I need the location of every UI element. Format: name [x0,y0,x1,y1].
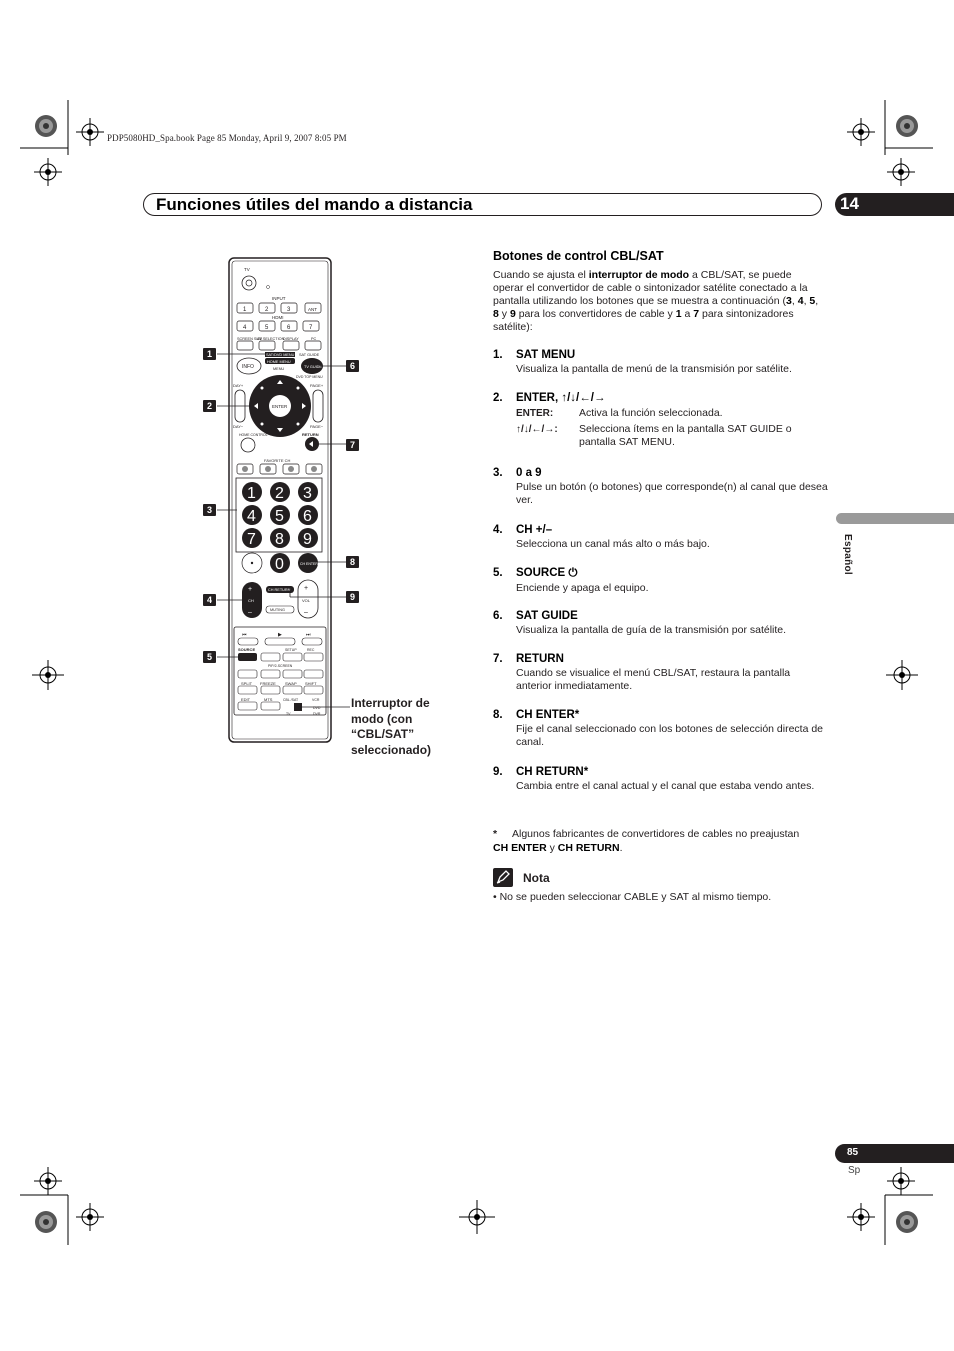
callout-7: 7 [346,439,359,451]
sat-guide-label: SAT GUIDE [299,353,320,357]
day-plus-label: DAY+ [233,383,244,388]
favorite-button-dot [242,466,248,472]
day-minus-label: DAY− [233,424,244,429]
input-button-label: 1 [243,307,247,313]
favorite-ch-label: FAVORITE CH [264,458,291,463]
remote-control-illustration [0,0,460,760]
list-item: 9. CH RETURN* Cambia entre el canal actual y el canal que estaba vendo antes. [493,766,815,792]
page-minus-label: PAGE− [310,424,324,429]
number-button-label: 0 [275,556,284,573]
intro-paragraph: Cuando se ajusta el interruptor de modo a CBL/SAT, se puede operar el convertidor de cable o sintonizador satélite conectado a la pantalla utilizando los botones que se muestra a continuación (3, 4, 5, 8 y 9 para los convertidores de cable y 1 a 7 para sintonizadores satélite): [493,269,819,333]
list-item: 2. ENTER, ↑/↓/←/→ ENTER: Activa la función seleccionada. ↑/↓/←/→: Selecciona ítems en la pantalla SAT GUIDE o pantalla SAT MENU. [493,392,792,448]
note-label: Nota [523,871,550,885]
shift-label: SHIFT [305,681,317,686]
dvd-top-menu-label: DVD TOP MENU [296,375,323,379]
page-language: Sp [848,1165,861,1176]
section-heading: Botones de control CBL/SAT [493,249,664,263]
hdmi-button-label: 5 [265,325,269,331]
note-text: • No se pueden seleccionar CABLE y SAT al mismo tiempo. [493,891,772,903]
hdmi-button-label: 4 [243,325,247,331]
callout-6: 6 [346,360,359,372]
svg-text:⏮: ⏮ [242,632,247,638]
pip-label: PIP/2-SCREEN [268,664,293,668]
number-button-label: 9 [303,531,312,548]
hdmi-button-label: 6 [287,325,291,331]
callout-1: 1 [203,348,216,360]
screen-size-label: SCREEN SIZE [237,337,263,341]
enter-label: ENTER [272,404,288,409]
registration-mark-bottom-left [20,1155,150,1250]
chapter-number: 14 [840,194,859,213]
number-button-label: 3 [303,485,312,502]
home-menu-label: HOME MENU [267,360,291,364]
registration-mark-bottom-center [455,1200,499,1234]
number-button-label: 7 [247,531,256,548]
list-item: 6. SAT GUIDE Visualiza la pantalla de guía de la transmisión por satélite. [493,610,787,636]
registration-mark-mid-right [885,660,925,690]
vol-label: VOL [302,598,311,603]
tv-power-icon [242,276,256,290]
page-number-tab [835,1144,954,1163]
page-number: 85 [847,1147,859,1158]
pc-label: PC [311,337,317,341]
cbl-sat-label: CBL /SAT [283,698,299,702]
ch-return-label: CH RETURN [268,588,291,592]
edit-label: EDIT [241,697,251,702]
info-label: INFO [242,364,254,370]
chapter-number-tab [835,193,954,216]
list-item: 5. SOURCE ⏻ Enciende y apaga el equipo. [493,567,649,594]
number-button-label: 4 [247,508,256,525]
favorite-button-dot [311,466,317,472]
ch-enter-label: CH ENTER [300,562,318,566]
setup-label: SETUP [285,648,297,652]
freeze-label: FREEZE [260,681,276,686]
vcr-label: VCR [312,698,320,702]
input-button-label: 2 [265,307,269,313]
list-item: 4. CH +/– Selecciona un canal más alto o más bajo. [493,524,710,550]
tv-mode-label: TV [286,712,291,716]
dvd-label: DVD [313,706,321,710]
svg-text:+: + [304,585,309,592]
callout-4: 4 [203,594,216,606]
callout-2: 2 [203,400,216,412]
chapter-title: Funciones útiles del mando a distancia [156,195,473,214]
hdmi-label: HDMI [272,315,284,320]
input-button-label: 3 [287,307,291,313]
registration-mark-bottom-right [825,1155,954,1250]
page-plus-label: PAGE+ [310,383,324,388]
svg-text:–: – [248,609,252,616]
home-control-label: HOME CONTROL [239,433,268,437]
source-label: SOURCE [238,647,256,652]
number-button-label: 8 [275,531,284,548]
remote-caption: Interruptor de modo (con “CBL/SAT” seleccionado) [351,696,432,757]
dvr-label: DVR [313,712,321,716]
favorite-button-dot [288,466,294,472]
menu-label: MENU [273,367,285,371]
callout-8: 8 [346,556,359,568]
ant-label: ANT [308,307,317,312]
list-item: 3. 0 a 9 Pulse un botón (o botones) que corresponde(n) al canal que desea ver. [493,467,828,506]
rec-label: REC [307,648,315,652]
list-item: 8. CH ENTER* Fije el canal seleccionado con los botones de selección directa de canal. [493,709,824,748]
svg-text:▶: ▶ [278,632,282,638]
number-button-label: 6 [303,508,312,525]
number-button-label: 5 [275,508,284,525]
av-selection-label: AV SELECTION [257,337,285,341]
return-label: RETURN [302,432,319,437]
favorite-button-dot [265,466,271,472]
pencil-note-icon [493,868,513,887]
registration-mark-top-right [825,100,954,200]
callout-9: 9 [346,591,359,603]
svg-text:+: + [248,586,253,593]
list-item: 1. SAT MENU Visualiza la pantalla de menú de la transmisión por satélite. [493,349,792,375]
tv-guide-label: TV GUIDE [304,365,322,369]
language-tab [836,513,954,524]
input-label: INPUT [272,296,286,301]
language-label: Español [842,534,853,575]
tv-label: TV [244,267,250,272]
callout-5: 5 [203,651,216,663]
section-intro [493,249,823,334]
list-item: 7. RETURN Cuando se visualice el menú CBL/SAT, restaura la pantalla anterior inmediatamente. [493,653,791,692]
svg-text:–: – [304,609,308,616]
split-label: SPLIT [241,681,253,686]
callout-3: 3 [203,504,216,516]
display-label: DISPLAY [283,337,299,341]
file-info: PDP5080HD_Spa.book Page 85 Monday, April 9, 2007 8:05 PM [107,133,347,143]
swap-label: SWAP [285,681,297,686]
sat-dvd-menu-label: SAT/DVD MENU [266,353,295,357]
footnote: * Algunos fabricantes de convertidores de cables no preajustan CH ENTER y CH RETURN. [493,828,800,854]
hdmi-button-label: 7 [309,325,313,331]
muting-label: MUTING [270,608,285,612]
svg-text:⏭: ⏭ [306,632,311,638]
ch-label: CH [248,598,254,603]
number-button-label: 1 [247,485,256,502]
mts-label: MTS [264,697,273,702]
number-button-label: 2 [275,485,284,502]
